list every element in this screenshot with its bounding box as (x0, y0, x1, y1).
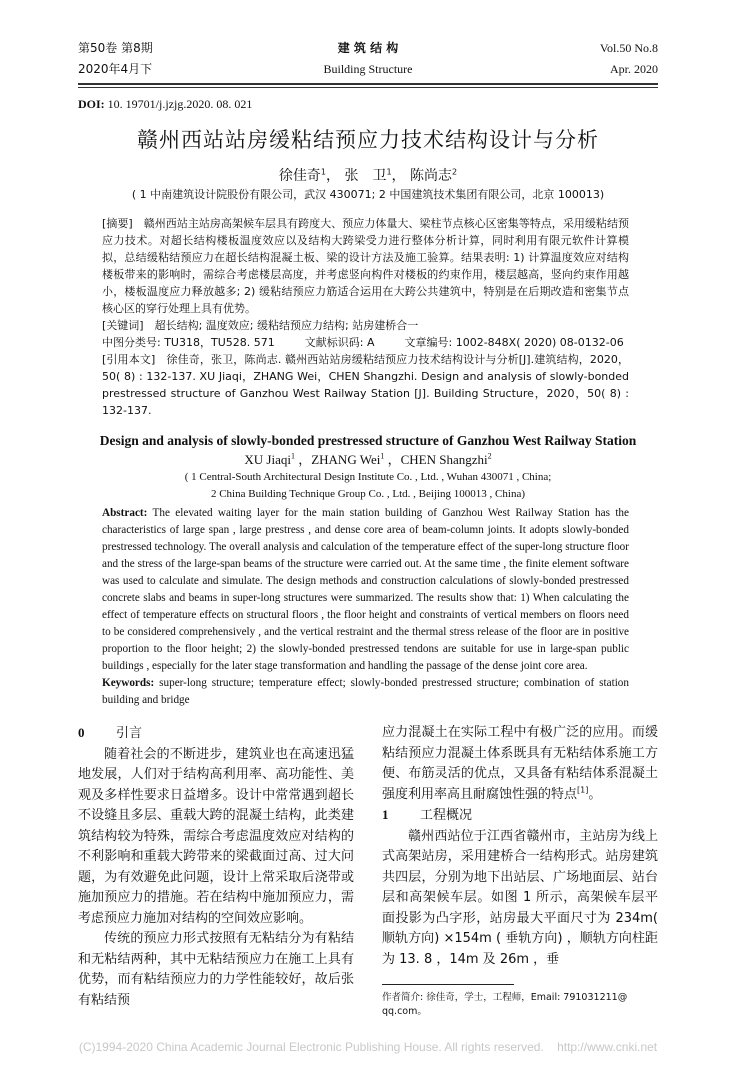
paper-title-en: Design and analysis of slowly-bonded prestressed structure of Ganzhou West Railway Station (99, 433, 637, 448)
abstract-label: [摘要] (102, 217, 133, 230)
volume-issue-cn: 第50卷 第8期 (78, 41, 153, 55)
running-header-row-2 (78, 59, 658, 80)
authors-en (78, 450, 658, 469)
author-aff: 1 (320, 167, 326, 177)
author-aff: 1 (380, 451, 385, 461)
affiliations-cn: ( 1 中南建筑设计院股份有限公司，武汉 430071; 2 中国建筑技术集团有限公司，北京 100013) (131, 188, 605, 201)
left-column (78, 723, 354, 1019)
doi-label: DOI: (78, 97, 105, 111)
article-no-value: 1002-848X( 2020) 08-0132-06 (452, 336, 624, 349)
header-rule-thin (78, 87, 658, 88)
abstract-en-label: Abstract: (102, 507, 148, 519)
abstract-cn (102, 215, 629, 419)
doi-value: 10. 19701/j.jzjg.2020. 08. 021 (104, 97, 253, 111)
section-1-heading (382, 805, 658, 827)
citation-text: 徐佳奇，张卫，陈尚志. 赣州西站站房缓粘结预应力技术结构设计与分析[J].建筑结构，2020，50( 8) : 132-137. XU Jiaqi，ZHANG Wei，CHEN Shangzhi. Design and analysis of slowly-bonded prestressed structure of Ganzhou West Railway Station [J]. Building Structure，2020，50( 8) : 132-137. (102, 353, 629, 417)
doc-code-label: 文献标识码: (304, 336, 364, 349)
date-en: Apr. 2020 (609, 62, 658, 76)
running-header-row-1 (78, 38, 658, 59)
abstract-text: 赣州西站主站房高架候车层具有跨度大、预应力体量大、梁柱节点核心区密集等特点，采用缓粘结预应力技术。对超长结构楼板温度效应以及结构大跨梁受力进行整体分析计算，同时利用有限元软件计算模拟，总结缓粘结预应力在超长结构混凝土板、梁的设计方法及施工验算。结果表明: 1) 计算温度效应对结构楼板带来的影响时，需综合考虑楼层高度，并考虑竖向构件对楼板的约束作用，楼层越高，竖向约束作用越小，楼板温度应力释放越多; 2) 缓粘结预应力筋适合运用在大跨公共建筑中，特别是在后期改造和密集节点核心区的穿行处理上具有优势。 (102, 217, 629, 315)
citation-label: [引用本文] (102, 353, 156, 366)
author-aff: 1 (290, 451, 295, 461)
section-number: 0 (78, 725, 85, 740)
section-title: 工程概况 (420, 808, 473, 823)
paper-title-cn: 赣州西站站房缓粘结预应力技术结构设计与分析 (137, 128, 599, 152)
keywords-label: [关键词] (102, 319, 144, 332)
article-no-label: 文章编号: (404, 336, 453, 349)
date-cn: 2020年4月下 (78, 62, 153, 76)
body-columns (78, 723, 658, 1019)
author-name: ，CHEN Shangzhi (387, 452, 488, 467)
section-number: 1 (382, 807, 389, 822)
copyright-footer: (C)1994-2020 China Academic Journal Electronic Publishing House. All rights reserved. http://www.cnki.net (78, 1040, 658, 1054)
author-name: ，ZHANG Wei (298, 452, 381, 467)
affiliation-en-1: ( 1 Central-South Architectural Design Institute Co. , Ltd. , Wuhan 430071 , China; (184, 471, 552, 483)
doc-code-value: A (363, 336, 375, 349)
author-name: 陈尚志 (410, 168, 452, 184)
clc-value: TU318，TU528. 571 (160, 336, 275, 349)
keywords-en-label: Keywords: (102, 677, 155, 689)
doi (78, 96, 658, 112)
author-name: 徐佳奇 (278, 168, 321, 184)
author-note: 作者简介: 徐佳奇，学士，工程师，Email: 791031211@ qq.com。 (382, 992, 628, 1017)
authors-cn: 徐佳奇$^1$， 张 卫$^1$， 陈尚志$^2$ (278, 167, 458, 184)
paragraph: 赣州西站位于江西省赣州市，主站房为线上式高架站房，采用建桥合一结构形式。站房建筑共四层，分别为地下出站层、广场地面层、站台层和高架候车层。如图 1 所示，高架候车层平面投影为凸字形，站房最大平面尺寸为 234m( 顺轨方向) ×154m ( 垂轨方向) ，顺轨方向柱距为 13. 8 ，14m 及 26m ，垂 (382, 828, 658, 967)
paragraph-continued (382, 723, 658, 805)
journal-name-en: Building Structure (323, 62, 413, 76)
author-aff: 1 (386, 167, 392, 177)
keywords-text: 超长结构; 温度效应; 缓粘结预应力结构; 站房建桥合一 (143, 319, 419, 332)
section-0-heading (78, 723, 354, 745)
classification (102, 334, 629, 351)
paragraph-end: 。 (588, 786, 602, 802)
paragraph: 随着社会的不断进步，建筑业也在高速迅猛地发展，人们对于结构高利用率、高功能性、美观及多样性要求日益增多。设计中常常遇到超长不设缝且多层、重载大跨的混凝土结构，此类建筑结构较为特殊，需综合考虑温度效应对结构的不利影响和重载大跨带来的梁截面过高、过大问题，为有效避免此问题，设计上常采取后浇带或施加预应力的措施。若在结构中施加预应力，需考虑预应力施加对结构的空间效应影响。 (78, 746, 354, 926)
author-name: 张 卫 (344, 168, 387, 184)
paragraph-text: 应力混凝土在实际工程中有极广泛的应用。而缓粘结预应力混凝土体系既具有无粘结体系施工方便、布筋灵活的优点，又具备有粘结体系混凝土强度利用率高且耐腐蚀性强的特点 (382, 725, 658, 802)
affiliation-en-2: 2 China Building Technique Group Co. , Ltd. , Beijing 100013 , China) (210, 488, 526, 500)
header-rule (78, 83, 658, 85)
right-column (382, 723, 658, 1019)
footnote-rule (382, 984, 514, 985)
volume-issue-en: Vol.50 No.8 (599, 41, 658, 55)
abstract-en (102, 505, 629, 709)
author-aff: 2 (452, 167, 458, 177)
clc-label: 中图分类号: (102, 336, 161, 349)
author-aff: 2 (487, 451, 492, 461)
author-name: XU Jiaqi (244, 452, 291, 467)
citation-ref[interactable]: [1] (577, 785, 589, 795)
journal-name-cn: 建 筑 结 构 (337, 41, 399, 55)
section-title: 引言 (116, 726, 143, 741)
abstract-en-text: The elevated waiting layer for the main station building of Ganzhou West Railway Station has the characteristics of large span , large prestress , and dense core area of beam-column joints. It adopts slowly-bonded prestressed technology. The overall analysis and calculation of the temperature effect of the super-long structure floor and the stress of the large-span beams of the structure were carried out. At the same time , the finite element software was used to calculate and simulate. The design methods and construction calculations of slowly-bonded prestressed concrete slabs and beams in super-long structures were summarized. The results show that: 1) When calculating the effect of temperature effects on structural floors , the floor height and constraints of vertical members on floors need to be considered comprehensively , and the vertical restraint and the thermal stress release of the floor are in positive proportion to the floor height; 2) the slowly-bonded prestressed tendons are suitable for use in large-span public buildings , especially for the later stage transformation and handling the passage of the dense joint core area. (102, 507, 629, 672)
paragraph: 传统的预应力形式按照有无粘结分为有粘结和无粘结两种，其中无粘结预应力在施工上具有优势，而有粘结预应力的力学性能较好，故后张有粘结预 (78, 931, 354, 1008)
keywords-en-text: super-long structure; temperature effect; slowly-bonded prestressed structure; combination of station building and bridge (102, 677, 629, 706)
